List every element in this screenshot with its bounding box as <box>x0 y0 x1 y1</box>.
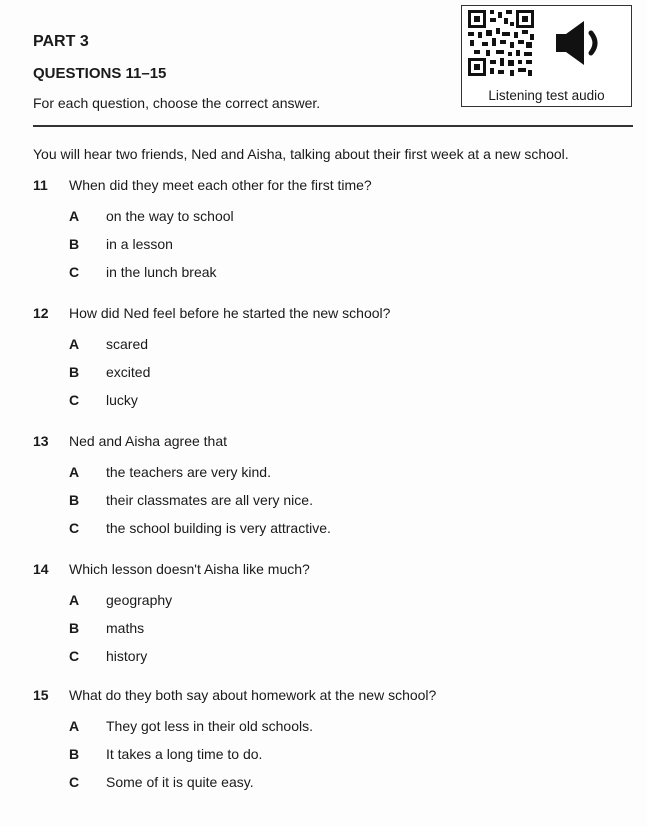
question-number: 11 <box>33 177 48 193</box>
option-letter: B <box>69 492 80 508</box>
question-number: 14 <box>33 561 49 577</box>
option-letter: C <box>69 264 80 280</box>
option-letter: B <box>69 746 80 762</box>
instruction-text: For each question, choose the correct answer. <box>33 95 321 111</box>
question-number: 12 <box>33 305 49 321</box>
question-text: What do they both say about homework at the new school? <box>69 687 437 703</box>
option-text: Some of it is quite easy. <box>106 774 254 790</box>
option-letter: C <box>69 392 80 408</box>
option-text: their classmates are all very nice. <box>106 492 313 508</box>
option-text: lucky <box>106 392 138 408</box>
option-text: It takes a long time to do. <box>106 746 263 762</box>
option-letter: A <box>69 592 80 608</box>
option-text: in a lesson <box>106 236 173 252</box>
audio-label: Listening test audio <box>488 88 605 103</box>
option-text: excited <box>106 364 151 380</box>
option-letter: C <box>69 520 80 536</box>
option-text: geography <box>106 592 173 608</box>
speaker-icon[interactable] <box>554 18 610 68</box>
option-text: maths <box>106 620 145 636</box>
question-text: Which lesson doesn't Aisha like much? <box>69 561 310 577</box>
question-number: 13 <box>33 433 49 449</box>
option-text: in the lunch break <box>106 264 217 280</box>
qr-code-icon[interactable] <box>468 10 534 76</box>
option-text: history <box>106 648 148 664</box>
question-text: Ned and Aisha agree that <box>69 433 228 449</box>
question-number: 15 <box>33 687 49 703</box>
option-letter: B <box>69 364 80 380</box>
question-text: How did Ned feel before he started the new school? <box>69 305 391 321</box>
option-letter: A <box>69 464 80 480</box>
option-letter: B <box>69 620 80 636</box>
option-letter: A <box>69 718 80 734</box>
option-letter: C <box>69 648 80 664</box>
option-text: the school building is very attractive. <box>106 520 331 536</box>
question-text: When did they meet each other for the first time? <box>69 177 372 193</box>
option-letter: C <box>69 774 80 790</box>
option-text: They got less in their old schools. <box>106 718 313 734</box>
questions-range: QUESTIONS 11–15 <box>33 65 167 82</box>
divider <box>33 125 633 127</box>
option-letter: A <box>69 208 80 224</box>
option-text: the teachers are very kind. <box>106 464 271 480</box>
audio-panel[interactable] <box>461 5 632 107</box>
option-letter: A <box>69 336 80 352</box>
option-text: scared <box>106 336 149 352</box>
intro-text: You will hear two friends, Ned and Aisha, talking about their first week at a new school. <box>33 146 569 162</box>
part-title: PART 3 <box>33 33 89 50</box>
option-text: on the way to school <box>106 208 234 224</box>
option-letter: B <box>69 236 80 252</box>
